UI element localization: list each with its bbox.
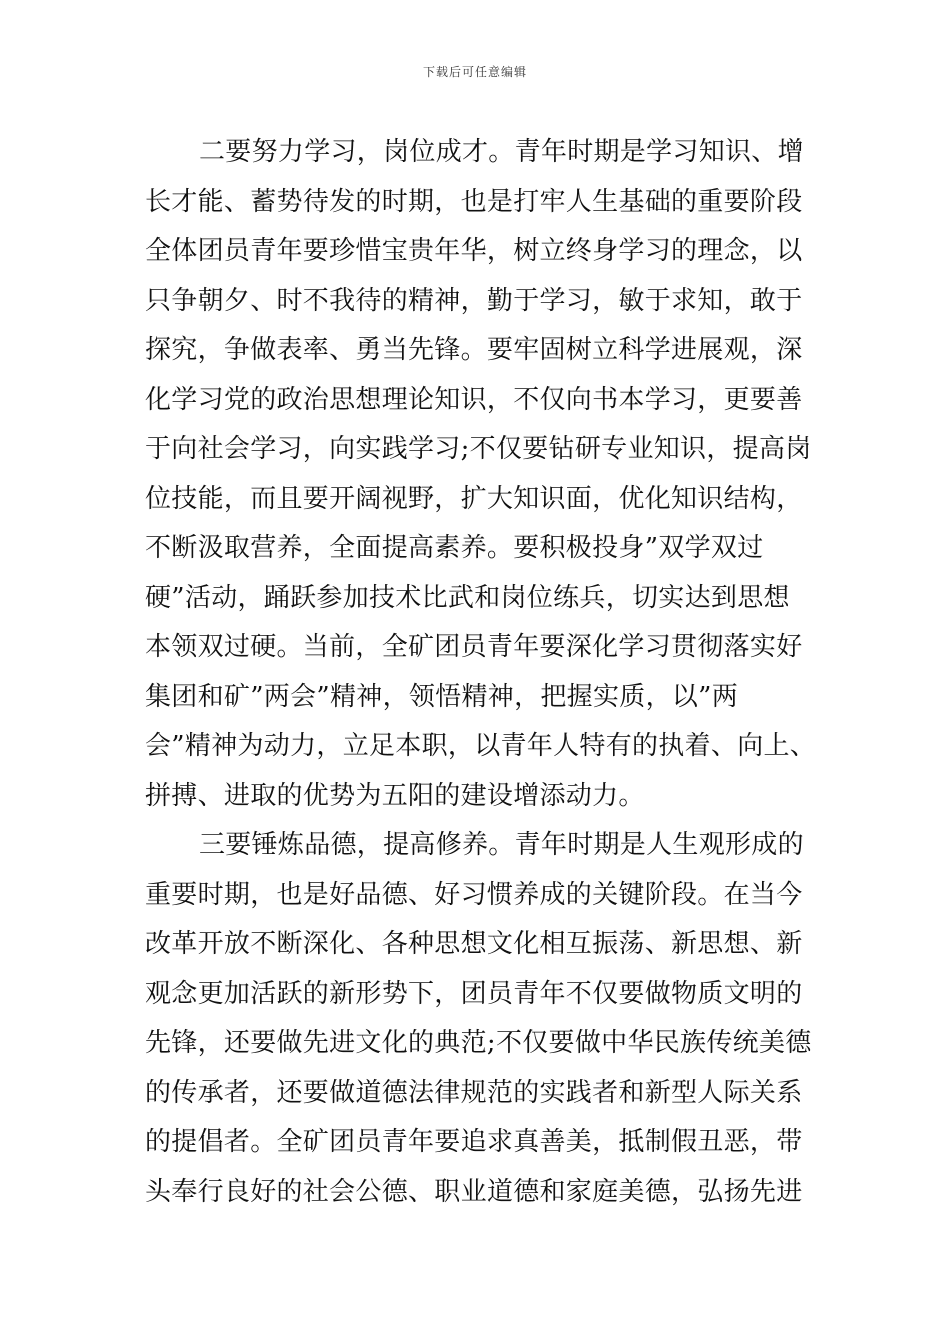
text-line: 探究，争做表率、勇当先锋。要牢固树立科学进展观，深 [145,335,803,365]
page-header: 下载后可任意编辑 [422,65,527,79]
text-line: 本领双过硬。当前，全矿团员青年要深化学习贯彻落实好 [145,632,803,662]
text-line: 全体团员青年要珍惜宝贵年华，树立终身学习的理念，以 [145,236,803,266]
text-line: 改革开放不断深化、各种思想文化相互振荡、新思想、新 [145,929,803,959]
text-line: 头奉行良好的社会公德、职业道德和家庭美德，弘扬先进 [145,1176,803,1207]
text-line: 的传承者，还要做道德法律规范的实践者和新型人际关系 [145,1077,803,1108]
text-line: 长才能、蓄势待发的时期，也是打牢人生基础的重要阶段 [145,186,803,217]
text-line: 重要时期，也是好品德、好习惯养成的关键阶段。在当今 [145,879,803,910]
text-line: 位技能，而且要开阔视野，扩大知识面，优化知识结构， [145,483,803,514]
text-line: 硬”活动，踊跃参加技术比武和岗位练兵，切实达到思想 [145,582,790,613]
text-line: 集团和矿”两会”精神，领悟精神，把握实质，以”两 [145,681,739,712]
text-line: 的提倡者。全矿团员青年要追求真善美，抵制假丑恶，带 [145,1127,803,1157]
text-line: 于向社会学习，向实践学习;不仅要钻研专业知识，提高岗 [145,434,812,464]
paragraph-morality [145,821,835,1217]
text-line: 会”精神为动力，立足本职，以青年人特有的执着、向上、 [145,731,817,761]
text-line: 二要努力学习，岗位成才。青年时期是学习知识、增 [199,137,804,167]
document-body [145,128,835,1217]
text-line: 不断汲取营养，全面提高素养。要积极投身”双学双过 [145,533,764,563]
text-line: 拼搏、进取的优势为五阳的建设增添动力。 [145,780,645,811]
paragraph-study [145,128,835,821]
text-line: 三要锤炼品德，提高修养。青年时期是人生观形成的 [199,830,804,860]
text-line: 先锋，还要做先进文化的典范;不仅要做中华民族传统美德 [145,1028,812,1058]
text-line: 化学习党的政治思想理论知识，不仅向书本学习，更要善 [145,384,803,415]
text-line: 观念更加活跃的新形势下，团员青年不仅要做物质文明的 [145,978,803,1009]
text-line: 只争朝夕、时不我待的精神，勤于学习，敏于求知，敢于 [145,285,803,316]
